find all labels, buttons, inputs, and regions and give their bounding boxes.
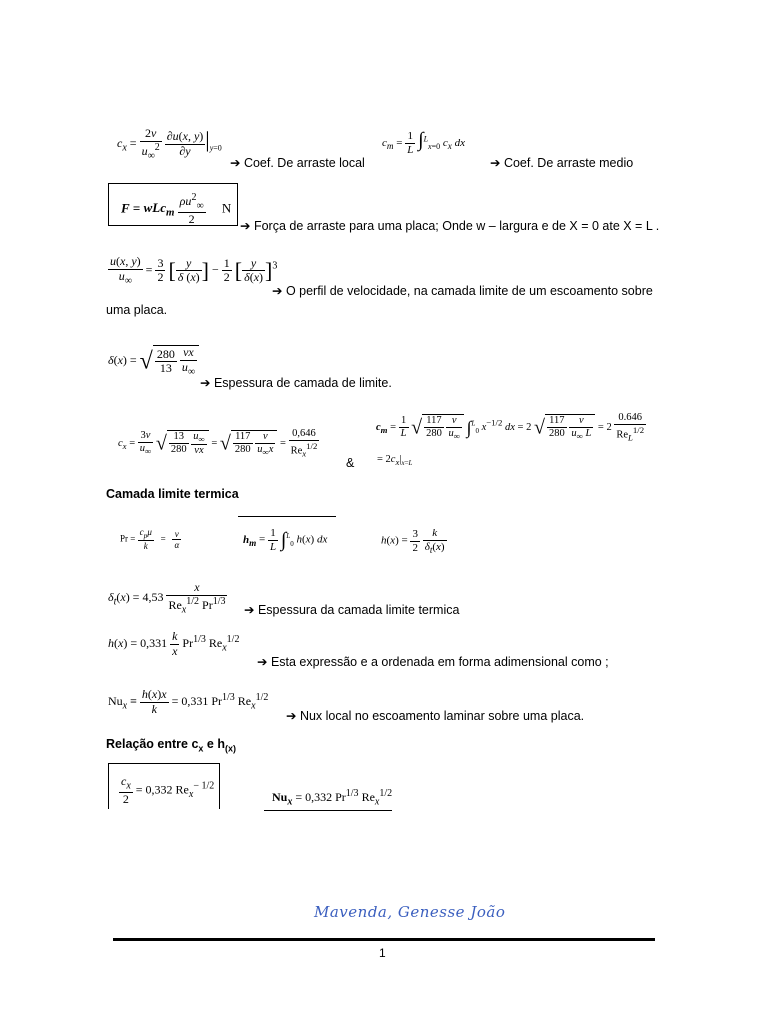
label-force: ➔ Força de arraste para uma placa; Onde w – largura e de X = 0 ate X = L . [240, 219, 660, 233]
eq-nux: $Nu_x$ ≡ $\frac{h(x)x}{k}$ = 0,331 $Pr^{1/3}$ $Re_x^{1/2}$ [108, 687, 269, 716]
label-coef-medio: ➔ Coef. De arraste medio [490, 156, 634, 170]
eq-delta-t: $\delta_t(x) = 4,53$ $\frac{x}{Re_x^{1/2} Pr^{1/3}}$ [108, 580, 226, 616]
eq-cm: $c_m$ = $\frac{1}{L}$ ∫$^L_{x=0}$ $c_x$ dx [382, 129, 465, 156]
label-velocity-line2: uma placa. [106, 303, 168, 317]
eq-pr: Pr = $\frac{c_p\mu}{k}$ = $\frac{\nu}{\alpha}$ [120, 527, 180, 552]
nux-final-underline [264, 810, 392, 811]
eq-cm-equals-2cx: = $2c_x|_{x=L}$ [377, 454, 413, 468]
eq-delta: δ(x) = √ $\frac{280}{13}$ $\frac{\nu x}{u_\infty}$ [108, 345, 199, 378]
eq-cx-result: $c_x$ = $\frac{3\nu}{u_\infty}$ √ $\frac{13}{280}$ $\frac{u_\infty}{\nu x}$ = √ $\frac{117}{280}$ $\frac{\nu}{u_\infty x}$ = $\frac{0,646}{Re_x^{1/2}}$ [118, 428, 318, 459]
heading-thermal: Camada limite termica [106, 487, 239, 501]
cx-half-box-left [108, 763, 109, 809]
label-nux: ➔ Nux local no escoamento laminar sobre uma placa. [286, 709, 585, 723]
label-delta: ➔ Espessura de camada de limite. [200, 376, 392, 390]
eq-cx-local: $c_x$ = $\frac{2\nu}{u_\infty^2}$ $\frac{\partial u(x, y)}{\partial y}$ $|_{y=0}$ [117, 126, 222, 162]
eq-cm-result: $c_m$ = $\frac{1}{L}$ √ $\frac{117}{280}$ $\frac{\nu}{u_\infty}$ ∫$^L_0$ $x^{-1/2}$ dx = 2 √ $\frac{117}{280}$ $\frac{\nu}{u_\infty L}$ = 2 $\frac{0.646}{Re_L^{1/2}}$ [376, 412, 645, 443]
cx-half-box-right [219, 763, 220, 809]
heading-relation: Relação entre $c_x$ e $h_{(x)}$ [106, 737, 236, 754]
label-velocity-line1: ➔ O perfil de velocidade, na camada limite de um escoamento sobre [272, 284, 653, 298]
label-coef-local: ➔ Coef. De arraste local [230, 156, 365, 170]
hm-overline [238, 516, 336, 517]
eq-cx-half: $\frac{c_x}{2}$ = 0,332 $Re_x^{- 1/2}$ [121, 774, 215, 806]
cx-half-box-top [108, 763, 220, 764]
eq-hx: h(x) = 0,331 $\frac{k}{x}$ $Pr^{1/3}$ $Re_x^{1/2}$ [108, 629, 240, 658]
eq-velocity-profile: $\frac{u(x, y)}{u_\infty}$ = $\frac{3}{2}$ [ $\frac{y}{\delta (x)}$ ] − $\frac{1}{2}$ [ $\frac{y}{\delta(x)}$ ]$^3$ [110, 254, 278, 287]
eq-nux-final: $Nu_x = 0,332$ $Pr^{1/3}$ $Re_x^{1/2}$ [272, 788, 393, 808]
label-hx: ➔ Esta expressão e a ordenada em forma adimensional como ; [257, 655, 609, 669]
label-delta-t: ➔ Espessura da camada limite termica [244, 603, 460, 617]
page-number: 1 [379, 946, 386, 960]
ampersand: & [346, 456, 355, 470]
eq-hx-ratio: h(x) = $\frac{3}{2}$ $\frac{k}{\delta_t(x)}$ [381, 527, 445, 555]
eq-force: F = wLc$_m$ $\frac{\rho u^2_\infty}{2}$ N [121, 192, 232, 226]
author-signature: Mavenda, Genesse João [314, 903, 506, 921]
footer-rule [113, 938, 655, 941]
eq-hm: $h_m$ = $\frac{1}{L}$ ∫$^L_0$ h(x) dx [243, 527, 328, 553]
